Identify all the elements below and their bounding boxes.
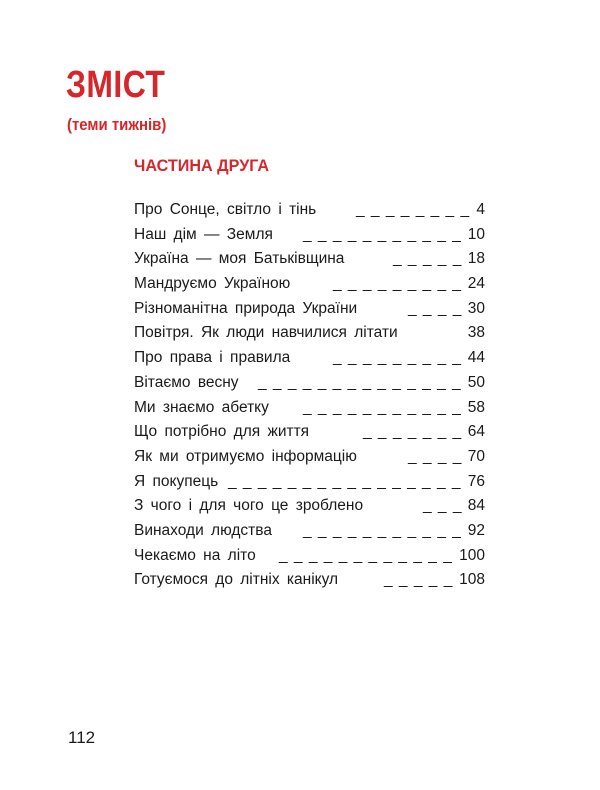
toc-entry-title: Ми знаємо абетку	[134, 398, 269, 416]
toc-entry-page: 84	[467, 497, 485, 515]
toc-entry-page: 58	[467, 398, 485, 416]
toc-entry	[134, 447, 485, 472]
toc-entry-title: Про права і правила	[134, 349, 291, 367]
toc-entry-leader: _ _ _ _ _	[384, 571, 454, 589]
toc-entry-title: Мандруємо Україною	[134, 275, 291, 293]
toc-entry	[134, 472, 485, 497]
toc-entry-title: Як ми отримуємо інформацію	[134, 447, 357, 465]
toc-entry-title: Різноманітна природа України	[134, 299, 358, 317]
toc-entry-page: 44	[467, 349, 485, 367]
toc-entry-page: 76	[467, 472, 485, 490]
toc-entry-title: Про Сонце, світло і тінь	[134, 201, 317, 218]
toc-entry-leader: _ _ _ _	[408, 447, 463, 465]
toc-entry-title: Чекаємо на літо	[134, 546, 256, 564]
toc-entry	[134, 274, 485, 299]
section-heading: ЧАСТИНА ДРУГА	[134, 156, 270, 175]
toc-entry-page: 10	[467, 225, 485, 243]
toc-entry-leader: _ _ _ _ _	[393, 250, 463, 268]
toc-entry-page: 70	[467, 447, 485, 465]
toc-entry-page: 18	[467, 250, 485, 268]
toc-entry-page: 50	[467, 373, 485, 391]
toc-entry-page: 108	[459, 571, 485, 589]
toc-entry-title: Повітря. Як люди навчилися літати	[134, 324, 398, 342]
toc-entry	[134, 299, 485, 324]
page-title: ЗМІСТ	[66, 64, 166, 106]
toc-entry-title: Наш дім — Земля	[134, 225, 273, 243]
toc-entry	[134, 570, 485, 595]
toc-entry-leader: _ _ _ _ _ _ _ _	[356, 201, 471, 218]
toc-entry-title: Вітаємо весну	[134, 373, 239, 391]
toc-entry-page: 92	[467, 521, 485, 539]
toc-entry	[134, 373, 485, 398]
toc-entry-leader: _ _ _ _ _ _ _ _ _ _ _ _	[279, 546, 453, 564]
toc-entry-leader: _ _ _ _ _ _ _	[363, 423, 463, 441]
toc-entry-leader: _ _ _ _ _ _ _ _ _	[333, 349, 463, 367]
table-of-contents	[134, 200, 485, 595]
toc-entry	[134, 200, 485, 225]
toc-entry-leader: _ _ _	[423, 497, 463, 515]
toc-entry	[134, 323, 485, 348]
toc-entry	[134, 249, 485, 274]
toc-entry-title: Винаходи людства	[134, 521, 272, 539]
toc-entry-title: Готуємося до літніх канікул	[134, 571, 339, 589]
toc-entry-leader: _ _ _ _ _ _ _ _ _	[333, 275, 463, 293]
toc-entry	[134, 422, 485, 447]
toc-entry-leader: _ _ _ _ _ _ _ _ _ _ _ _ _ _ _ _	[228, 472, 462, 490]
toc-entry-leader: _ _ _ _	[408, 299, 463, 317]
toc-entry-title: Я покупець	[134, 472, 219, 490]
toc-entry	[134, 546, 485, 571]
toc-entry-page: 30	[467, 299, 485, 317]
toc-entry-page: 100	[459, 546, 485, 564]
toc-entry	[134, 398, 485, 423]
toc-entry	[134, 225, 485, 250]
toc-entry-title: Україна — моя Батьківщина	[134, 250, 345, 268]
toc-entry-page: 38	[467, 324, 485, 342]
toc-entry	[134, 521, 485, 546]
toc-entry-title: Що потрібно для життя	[134, 423, 310, 441]
toc-entry	[134, 348, 485, 373]
toc-entry-leader: _ _ _ _ _ _ _ _ _ _ _	[303, 521, 462, 539]
toc-entry-page: 24	[467, 275, 485, 293]
page-number: 112	[68, 728, 96, 747]
toc-entry-page: 64	[467, 423, 485, 441]
toc-entry-leader: _ _ _ _ _ _ _ _ _ _ _	[303, 225, 462, 243]
toc-entry-title: З чого і для чого це зроблено	[134, 497, 364, 515]
page-subtitle: (теми тижнів)	[67, 115, 167, 134]
toc-entry	[134, 496, 485, 521]
toc-entry-leader: _ _ _ _ _ _ _ _ _ _ _ _ _ _	[258, 373, 462, 391]
toc-entry-leader: _ _ _ _ _ _ _ _ _ _ _	[303, 398, 462, 416]
toc-entry-page: 4	[476, 201, 485, 218]
